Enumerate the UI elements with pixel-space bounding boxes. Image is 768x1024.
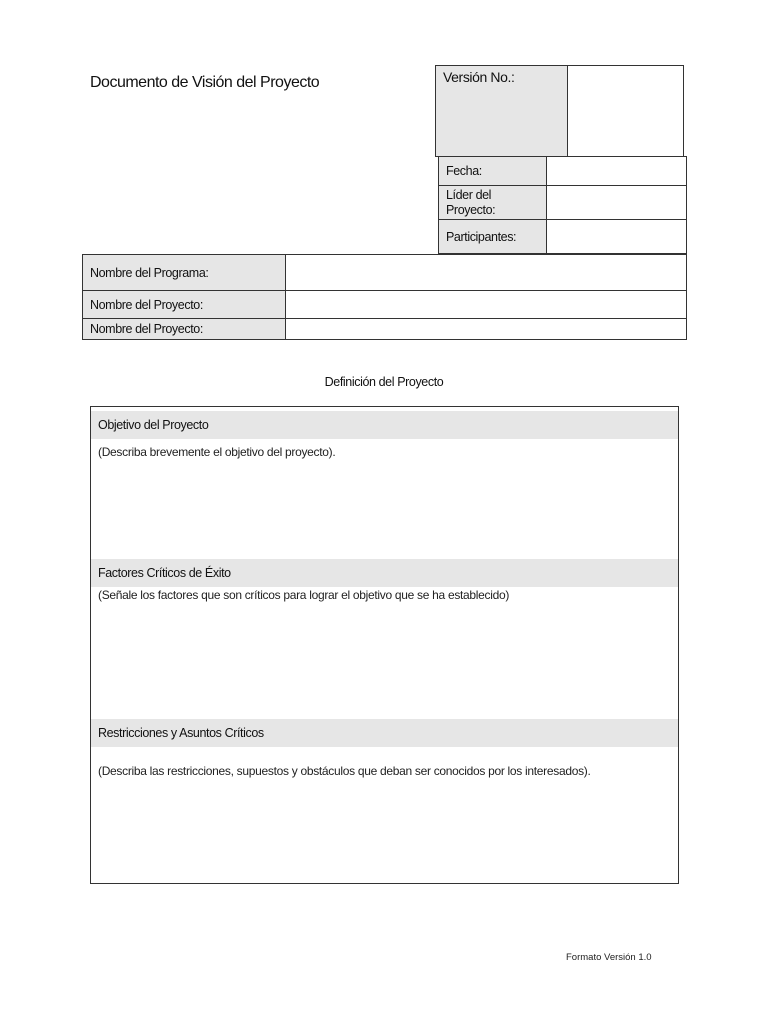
section-title-objective: Objetivo del Proyecto (91, 411, 678, 439)
participants-label: Participantes: (439, 220, 547, 254)
program-name-field[interactable] (286, 255, 687, 291)
program-name-label: Nombre del Programa: (83, 255, 286, 291)
meta-table (438, 156, 687, 254)
project-name-field[interactable] (286, 291, 687, 319)
date-label: Fecha: (439, 157, 547, 186)
definition-box (90, 406, 679, 884)
date-field[interactable] (547, 157, 687, 186)
project-leader-label: Líder del Proyecto: (439, 186, 547, 220)
section-hint-restrictions[interactable]: (Describa las restricciones, supuestos y obstáculos que deban ser conocidos por los interesados). (98, 764, 591, 778)
section-hint-objective[interactable]: (Describa brevemente el objetivo del proyecto). (98, 445, 336, 459)
project-name-label: Nombre del Proyecto: (83, 291, 286, 319)
definition-heading: Definición del Proyecto (324, 375, 444, 389)
version-label: Versión No.: (436, 66, 568, 157)
program-table (82, 254, 687, 340)
footer-format-version: Formato Versión 1.0 (566, 952, 652, 963)
section-title-success-factors: Factores Críticos de Éxito (91, 559, 678, 587)
section-title-restrictions: Restricciones y Asuntos Críticos (91, 719, 678, 747)
project-leader-field[interactable] (547, 186, 687, 220)
section-hint-success-factors[interactable]: (Señale los factores que son críticos para lograr el objetivo que se ha establecido) (98, 588, 510, 602)
project-name-field-2[interactable] (286, 319, 687, 340)
version-box (435, 65, 684, 157)
participants-field[interactable] (547, 220, 687, 254)
page-title: Documento de Visión del Proyecto (90, 74, 320, 91)
project-name-label-2: Nombre del Proyecto: (83, 319, 286, 340)
version-value-field[interactable] (568, 66, 684, 157)
